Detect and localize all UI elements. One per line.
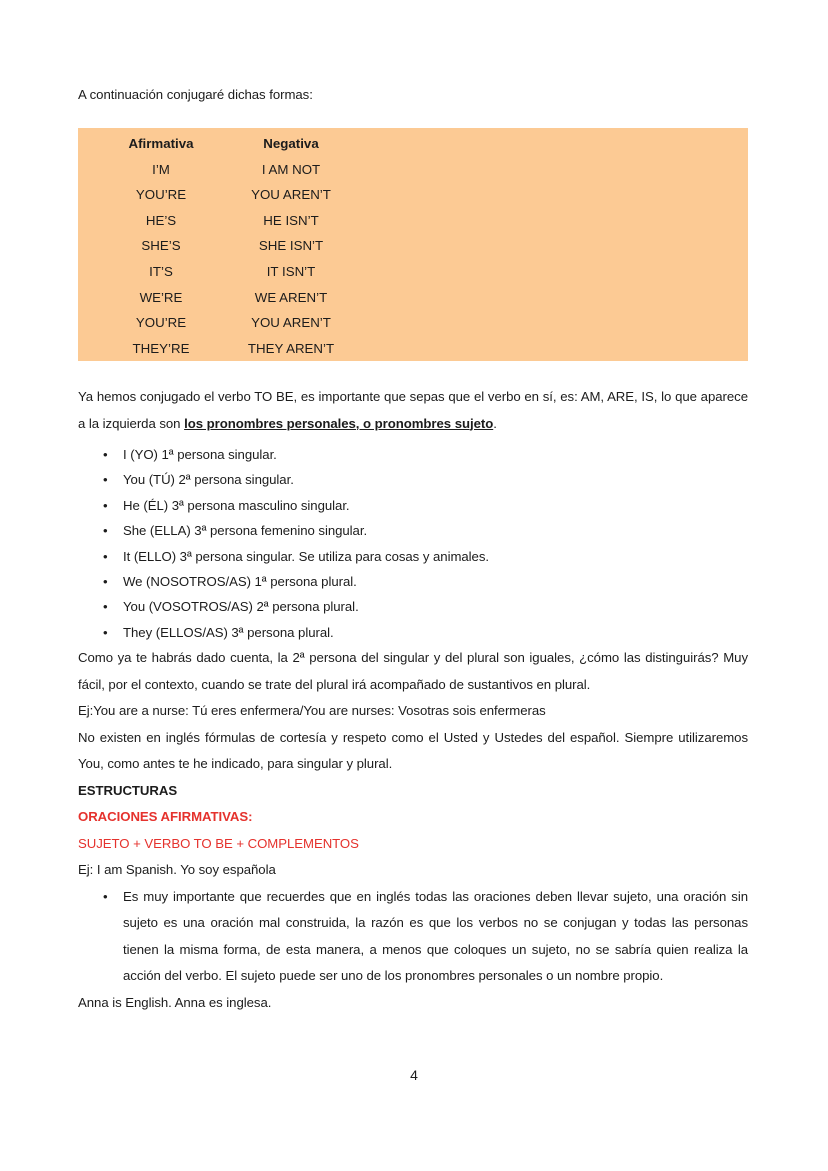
negative-cell: THEY AREN’T xyxy=(247,340,335,356)
example-nurse: Ej:You are a nurse: Tú eres enfermera/You are nurses: Vosotras sois enfermeras xyxy=(78,703,546,719)
affirmative-cell: YOU’RE xyxy=(135,187,187,203)
heading-estructuras: ESTRUCTURAS xyxy=(78,782,178,798)
list-item: • You (TÚ) 2ª persona singular. xyxy=(123,467,748,492)
negative-cell: IT ISN’T xyxy=(266,263,316,279)
table-row xyxy=(96,182,748,208)
affirmative-cell: THEY’RE xyxy=(132,340,190,356)
affirmative-cell: WE’RE xyxy=(139,289,183,305)
intro-line: A continuación conjugaré dichas formas: xyxy=(78,87,313,102)
affirmative-cell: I’M xyxy=(152,161,170,177)
heading-oraciones-afirmativas: ORACIONES AFIRMATIVAS: xyxy=(78,809,253,825)
example-spanish: Ej: I am Spanish. Yo soy española xyxy=(78,862,276,878)
table-row xyxy=(96,285,748,311)
affirmative-cell: SHE’S xyxy=(141,238,181,254)
importance-list xyxy=(78,884,748,990)
list-item: • She (ELLA) 3ª persona femenino singular. xyxy=(123,518,748,543)
table-row xyxy=(96,208,748,234)
list-item: • I (YO) 1ª persona singular. xyxy=(123,442,748,467)
negative-cell: SHE ISN’T xyxy=(258,238,324,254)
negative-cell: YOU AREN’T xyxy=(251,315,331,331)
list-item: • We (NOSOTROS/AS) 1ª persona plural. xyxy=(123,569,748,594)
paragraph-pronouns-intro xyxy=(78,384,748,437)
example-anna: Anna is English. Anna es inglesa. xyxy=(78,994,272,1010)
table-row xyxy=(96,233,748,259)
table-row xyxy=(96,259,748,285)
affirmative-cell: HE’S xyxy=(145,212,177,228)
pronoun-list xyxy=(78,442,748,645)
list-item: • Es muy importante que recuerdes que en inglés todas las oraciones deben llevar sujeto, una oración sin sujeto es una oración mal construida, la razón es que los verbos no se conjugan y todas las personas tienen la misma forma, de esta manera, a menos que coloques un sujeto, no se sabría quien realiza la acción del verbo. El sujeto puede ser uno de los pronombres personales o un nombre propio. xyxy=(123,884,748,990)
list-item: • He (ÉL) 3ª persona masculino singular. xyxy=(123,493,748,518)
table-row xyxy=(96,157,748,183)
page-number: 4 xyxy=(410,1067,418,1083)
list-item: • You (VOSOTROS/AS) 2ª persona plural. xyxy=(123,594,748,619)
list-item: • It (ELLO) 3ª persona singular. Se utiliza para cosas y animales. xyxy=(123,544,748,569)
table-row xyxy=(96,310,748,336)
negative-cell: YOU AREN’T xyxy=(251,187,331,203)
negative-cell: WE AREN’T xyxy=(254,289,328,305)
paragraph-courtesy: No existen en inglés fórmulas de cortesía y respeto como el Usted y Ustedes del español. Siempre utilizaremos You, como antes te he indicado, para singular y plural. xyxy=(78,729,748,772)
paragraph-second-person: Como ya te habrás dado cuenta, la 2ª persona del singular y del plural son iguales, ¿cómo las distinguirás? Muy fácil, por el contexto, cuando se trate del plural irá acompañado de sustantivos en plural. xyxy=(78,650,748,692)
body-text xyxy=(78,384,748,1016)
list-item: • They (ELLOS/AS) 3ª persona plural. xyxy=(123,620,748,645)
table-row xyxy=(96,336,748,362)
paragraph-text: Ya hemos conjugado el verbo TO BE, es importante que sepas que el verbo en sí, es: AM, ARE, IS, lo que aparece a la izquierda son xyxy=(78,389,748,431)
column-header-afirmativa: Afirmativa xyxy=(128,136,194,151)
conjugation-table xyxy=(78,128,748,361)
column-header-negativa: Negativa xyxy=(263,136,319,151)
paragraph-text: . xyxy=(493,415,497,431)
table-header-row xyxy=(96,131,748,157)
affirmative-cell: YOU’RE xyxy=(135,315,187,331)
affirmative-cell: IT’S xyxy=(149,263,173,279)
emphasized-phrase: los pronombres personales, o pronombres sujeto xyxy=(184,415,494,431)
negative-cell: I AM NOT xyxy=(261,161,321,177)
formula-line: SUJETO + VERBO TO BE + COMPLEMENTOS xyxy=(78,835,359,851)
negative-cell: HE ISN’T xyxy=(263,212,319,228)
